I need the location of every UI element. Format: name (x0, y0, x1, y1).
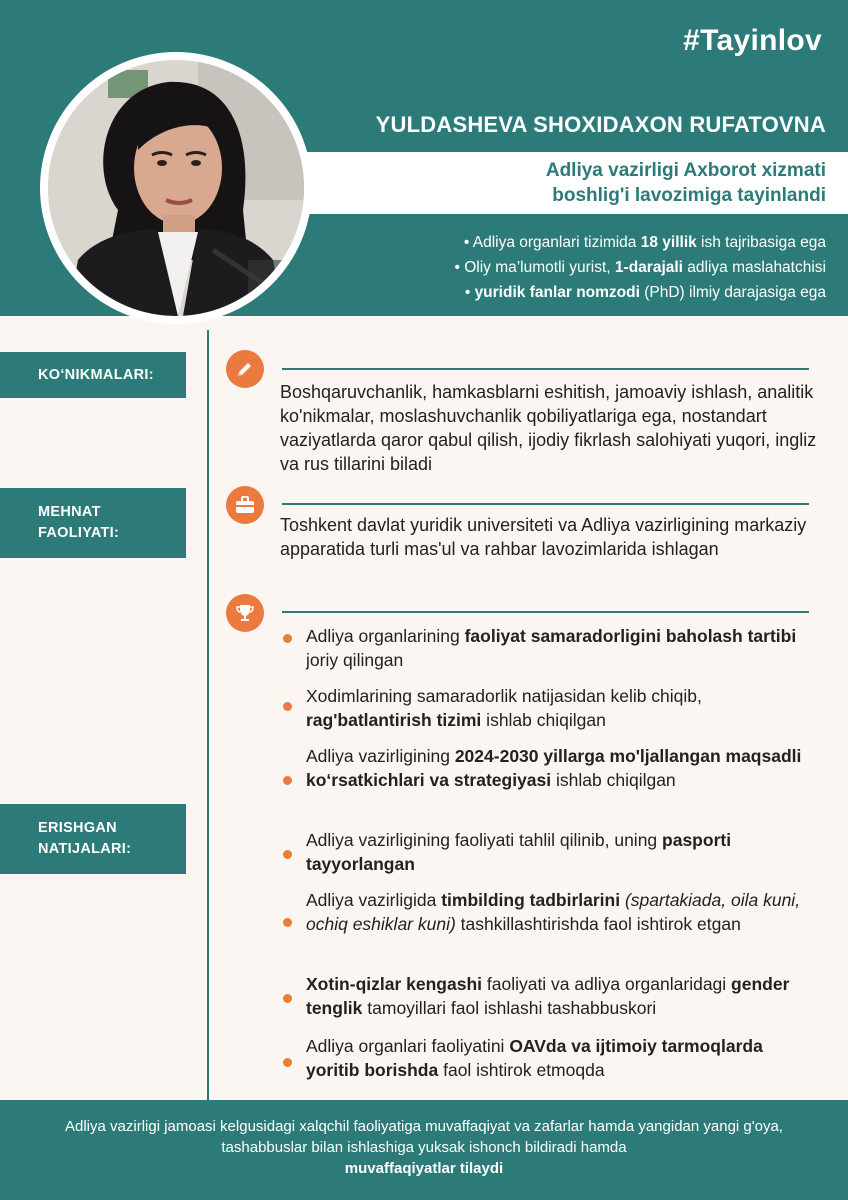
footer-bold: muvaffaqiyatlar tilaydi (344, 1160, 504, 1177)
trophy-icon (226, 594, 264, 632)
appointment-position (346, 158, 826, 208)
hashtag[interactable]: #Tayinlov (683, 24, 822, 57)
bullet-lawyer: • Oliy ma’lumotli yurist, 1-darajali adliya maslahatchisi (454, 259, 826, 276)
label-skills: KO‘NIKMALARI: (0, 352, 186, 398)
results-divider (282, 611, 809, 613)
portrait-photo (48, 60, 304, 316)
person-name: YULDASHEVA SHOXIDAXON RUFATOVNA (375, 112, 826, 137)
header-bullets (454, 230, 826, 305)
bullet-experience: • Adliya organlari tizimida 18 yillik ish tajribasiga ega (463, 234, 826, 251)
footer-text: Adliya vazirligi jamoasi kelgusidagi xalqchil faoliyatiga muvaffaqiyat va zafarlar hamda yangidan yangi g'oya, tashabbuslar bilan ishlashiga yuksak ishonch bildiradi hamda (65, 1118, 783, 1156)
result-item: Xodimlarining samaradorlik natijasidan kelib chiqib, rag'batlantirish tizimi ishlab chiqilgan (306, 686, 702, 730)
result-bullet (283, 994, 292, 1003)
label-work: MEHNAT FAOLIYATI: (0, 488, 186, 558)
timeline-line (207, 330, 209, 1100)
result-bullet (283, 776, 292, 785)
skills-text: Boshqaruvchanlik, hamkasblarni eshitish, jamoaviy ishlash, analitik ko'nikmalar, moslashuvchanlik qobiliyatlariga ega, nostandart vaziyatlarda qaror qabul qilish, ijodiy fikrlash salohiyati yuqori, ingliz va rus tillarini biladi (280, 382, 817, 474)
result-bullet (283, 702, 292, 711)
result-item: Adliya organlari faoliyatini OAVda va ijtimoiy tarmoqlarda yoritib borishda faol ishtirok etmoqda (306, 1036, 763, 1080)
result-item: Adliya vazirligining 2024-2030 yillarga mo'ljallangan maqsadli ko‘rsatkichlari va strategiyasi ishlab chiqilgan (306, 746, 802, 790)
position-line-1: Adliya vazirligi Axborot xizmati (545, 160, 826, 181)
result-item: Adliya vazirligida timbilding tadbirlarini (spartakiada, oila kuni, ochiq eshiklar kuni) tashkillashtirishda faol ishtirok etgan (306, 890, 801, 934)
result-bullet (283, 1058, 292, 1067)
briefcase-icon (226, 486, 264, 524)
bullet-degree: • yuridik fanlar nomzodi (PhD) ilmiy darajasiga ega (464, 284, 826, 301)
result-item: Xotin-qizlar kengashi faoliyati va adliya organlaridagi gender tenglik tamoyillari faol ishlashi tashabbuskori (306, 974, 790, 1018)
work-text: Toshkent davlat yuridik universiteti va Adliya vazirligining markaziy apparatida turli mas'ul va rahbar lavozimlarida ishlagan (280, 515, 807, 559)
result-item: Adliya vazirligining faoliyati tahlil qilinib, uning pasporti tayyorlangan (306, 830, 732, 874)
result-item: Adliya organlarining faoliyat samaradorligini baholash tartibi joriy qilingan (306, 626, 797, 670)
pencil-icon (226, 350, 264, 388)
work-divider (282, 503, 809, 505)
result-bullet (283, 918, 292, 927)
label-results: ERISHGAN NATIJALARI: (0, 804, 186, 874)
result-bullet (283, 850, 292, 859)
skills-divider (282, 368, 809, 370)
result-bullet (283, 634, 292, 643)
portrait-illustration (48, 60, 304, 316)
position-line-2: boshlig'i lavozimiga tayinlandi (552, 185, 826, 206)
footer-banner (0, 1100, 848, 1200)
